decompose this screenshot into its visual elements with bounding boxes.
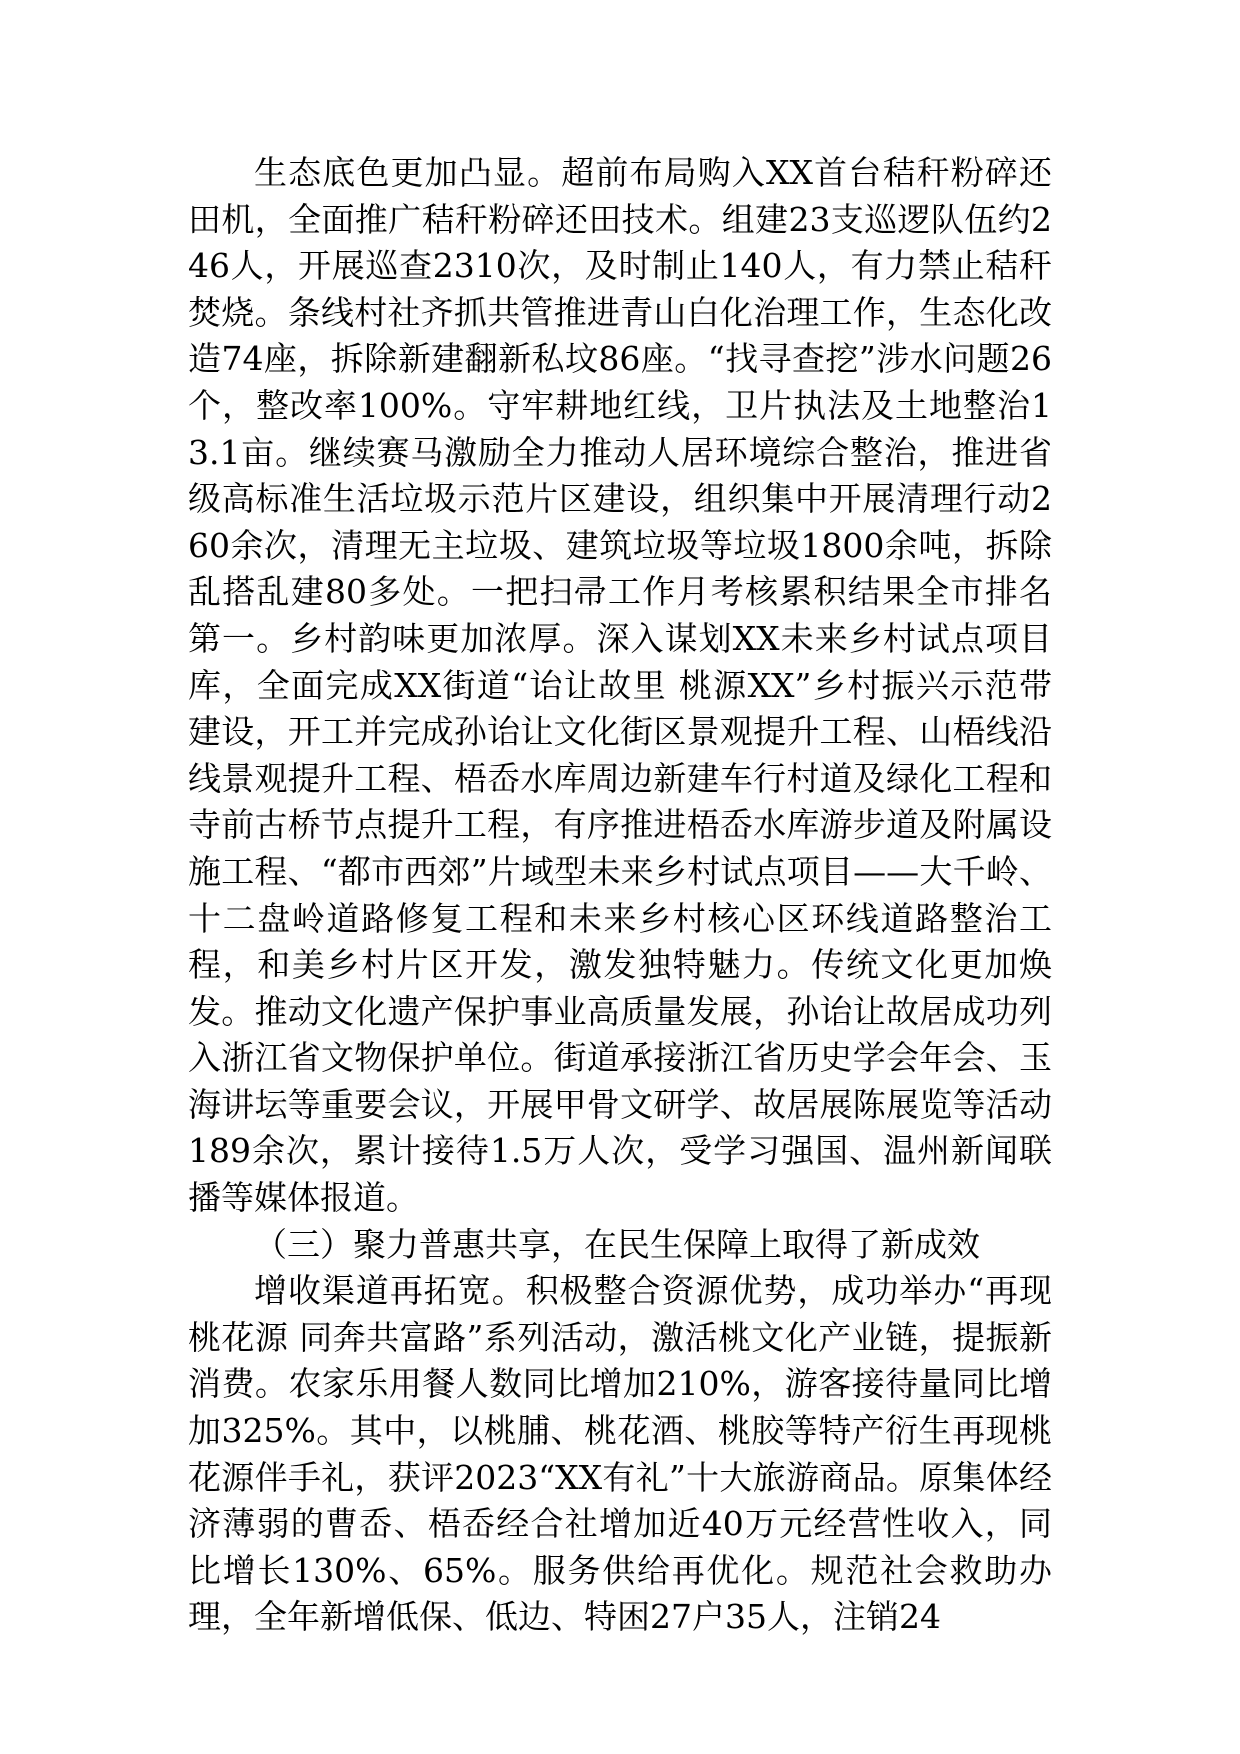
section-heading-livelihood: （三）聚力普惠共享，在民生保障上取得了新成效	[254, 1224, 980, 1264]
body-paragraph-ecology-culture: 生态底色更加凸显。超前布局购入XX首台秸秆粉碎还田机，全面推广秸秆粉碎还田技术。组建23支巡逻队伍约246人，开展巡查2310次，及时制止140人，有力禁止秸秆焚烧。条线村社齐抓共管推进青山白化治理工作，生态化改造74座，拆除新建翻新私坟86座。“找寻查挖”涉水问题26个，整改率100%。守牢耕地红线，卫片执法及土地整治13.1亩。继续赛马激励全力推动人居环境综合整治，推进省级高标准生活垃圾示范片区建设，组织集中开展清理行动260余次，清理无主垃圾、建筑垃圾等垃圾1800余吨，拆除乱搭乱建80多处。一把扫帚工作月考核累积结果全市排名第一。乡村韵味更加浓厚。深入谋划XX未来乡村试点项目库，全面完成XX街道“诒让故里 桃源XX”乡村振兴示范带建设，开工并完成孙诒让文化街区景观提升工程、山梧线沿线景观提升工程、梧岙水库周边新建车行村道及绿化工程和寺前古桥节点提升工程，有序推进梧岙水库游步道及附属设施工程、“都市西郊”片域型未来乡村试点项目——大千岭、十二盘岭道路修复工程和未来乡村核心区环线道路整治工程，和美乡村片区开发，激发独特魅力。传统文化更加焕发。推动文化遗产保护事业高质量发展，孙诒让故居成功列入浙江省文物保护单位。街道承接浙江省历史学会年会、玉海讲坛等重要会议，开展甲骨文研学、故居展陈展览等活动189余次，累计接待1.5万人次，受学习强国、温州新闻联播等媒体报道。	[188, 153, 1052, 1218]
document-body	[188, 150, 1052, 1641]
body-paragraph-income-services: 增收渠道再拓宽。积极整合资源优势，成功举办“再现桃花源 同奔共富路”系列活动，激活桃文化产业链，提振新消费。农家乐用餐人数同比增加210%，游客接待量同比增加325%。其中，以桃脯、桃花酒、桃胶等特产衍生再现桃花源伴手礼，获评2023“XX有礼”十大旅游商品。原集体经济薄弱的曹岙、梧岙经合社增加近40万元经营性收入，同比增长130%、65%。服务供给再优化。规范社会救助办理，全年新增低保、低边、特困27户35人，注销24	[188, 1271, 1052, 1637]
